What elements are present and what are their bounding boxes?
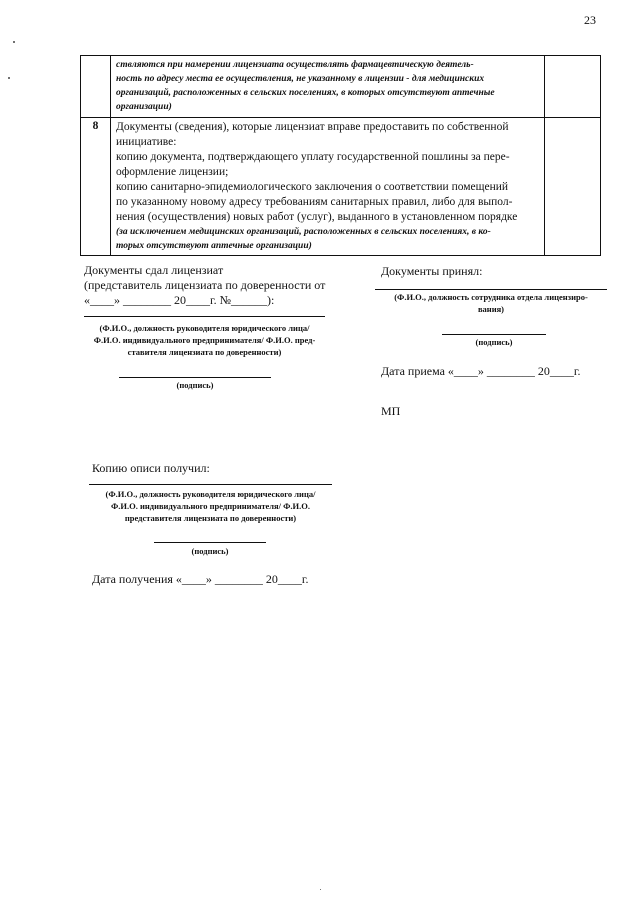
submitted-subtitle: (представитель лицензиата по доверенности от xyxy=(84,278,326,292)
caption-line: ставителя лицензиата по доверенности) xyxy=(127,347,282,357)
receipt-date-line: Дата получения «____» ________ 20____г. xyxy=(92,572,309,586)
note-line: организации) xyxy=(116,102,172,112)
receiver-fio-line[interactable] xyxy=(89,484,332,485)
documents-table xyxy=(80,55,601,256)
caption-line: Ф.И.О. индивидуального предпринимателя/ Ф.И.О. пред- xyxy=(93,335,316,345)
submitted-title: Документы сдал лицензиат xyxy=(84,263,224,277)
submitted-block xyxy=(84,263,326,308)
note-line: ность по адресу места ее осуществления, не указанному в лицензии - для медицинских xyxy=(116,74,485,84)
staff-signature-caption: (подпись) xyxy=(475,337,513,347)
signature-caption: (подпись) xyxy=(176,380,214,390)
row-empty-cell xyxy=(545,118,601,256)
row-number-cell xyxy=(81,56,111,118)
page-number: 23 xyxy=(584,13,596,27)
note-line: торых отсутствуют аптечные организации) xyxy=(116,241,312,251)
staff-signature-line[interactable] xyxy=(442,334,546,335)
caption-line: (Ф.И.О., должность сотрудника отдела лицензиро- xyxy=(394,292,588,302)
note-line: организаций, расположенных в сельских поселениях, в которых отсутствуют аптечные xyxy=(116,88,495,98)
text-line: по указанному новому адресу требованиям санитарных правил, либо для выпол- xyxy=(116,196,513,208)
text-line: нения (осуществления) новых работ (услуг), выданного в установленном порядке xyxy=(116,211,518,223)
scan-mark xyxy=(8,77,10,79)
caption-line: Ф.И.О. индивидуального предпринимателя/ Ф.И.О. xyxy=(110,501,311,511)
accepted-title: Документы принял: xyxy=(381,264,483,278)
table-row xyxy=(81,56,601,118)
text-line: копию документа, подтверждающего уплату государственной пошлины за пере- xyxy=(116,151,510,163)
fio-line[interactable] xyxy=(84,316,325,317)
caption-line: вания) xyxy=(477,304,505,314)
scan-mark xyxy=(320,889,321,890)
row-number-cell: 8 xyxy=(81,118,111,256)
row-empty-cell xyxy=(545,56,601,118)
receiver-signature-caption: (подпись) xyxy=(191,546,229,556)
caption-line: (Ф.И.О., должность руководителя юридического лица/ xyxy=(105,489,316,499)
text-line: Документы (сведения), которые лицензиат вправе предоставить по собственной xyxy=(116,121,509,133)
table-row xyxy=(81,118,601,256)
signature-line[interactable] xyxy=(119,377,271,378)
receiver-signature-line[interactable] xyxy=(154,542,266,543)
row-body-text xyxy=(116,120,540,225)
text-line: инициативе: xyxy=(116,136,177,148)
scan-mark xyxy=(13,41,15,43)
staff-fio-line[interactable] xyxy=(375,289,607,290)
fio-caption xyxy=(84,322,325,358)
receiver-fio-caption xyxy=(89,488,332,524)
italic-note xyxy=(116,225,540,253)
note-line: (за исключением медицинских организаций, расположенных в сельских поселениях, в ко- xyxy=(116,227,491,237)
staff-fio-caption xyxy=(375,291,607,315)
italic-note xyxy=(116,58,540,114)
text-line: копию санитарно-эпидемиологического заключения о соответствии помещений xyxy=(116,181,509,193)
copy-received-title: Копию описи получил: xyxy=(92,461,210,475)
row-text-cell xyxy=(111,118,545,256)
acceptance-date-line: Дата приема «____» ________ 20____г. xyxy=(381,364,581,378)
text-line: оформление лицензии; xyxy=(116,166,229,178)
submitted-date-line: «____» ________ 20____г. №______): xyxy=(84,293,275,307)
caption-line: представителя лицензиата по доверенности) xyxy=(124,513,297,523)
note-line: ствляются при намерении лицензиата осуществлять фармацевтическую деятель- xyxy=(116,60,474,70)
row-text-cell xyxy=(111,56,545,118)
caption-line: (Ф.И.О., должность руководителя юридического лица/ xyxy=(99,323,310,333)
stamp-place: МП xyxy=(381,404,401,418)
